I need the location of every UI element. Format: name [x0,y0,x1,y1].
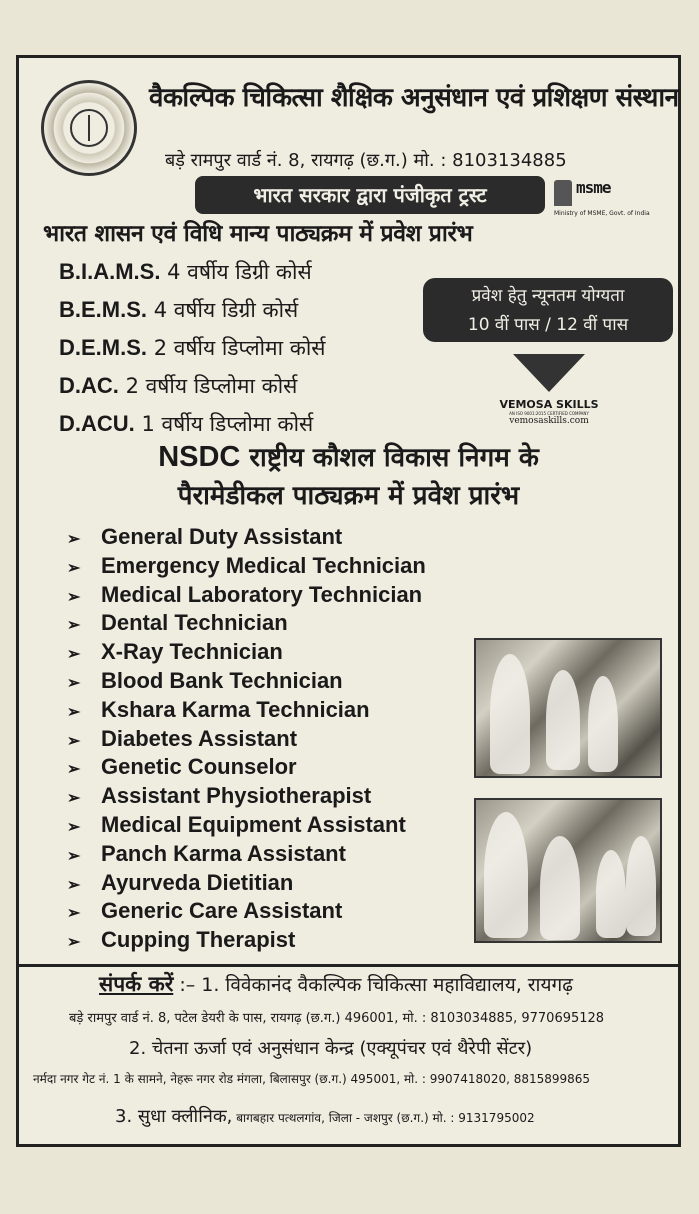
program-name: Blood Bank Technician [101,667,343,693]
contact-2-name: 2. चेतना ऊर्जा एवं अनुसंधान केन्द्र (एक्यूपंचर एवं थैरेपी सेंटर) [129,1038,533,1059]
program-name: Medical Equipment Assistant [101,811,406,837]
eligibility-value: 10 वीं पास / 12 वीं पास [467,315,629,335]
program-item [67,754,426,783]
nsdc-line1: राष्ट्रीय कौशल विकास निगम के [240,443,539,473]
program-item [67,610,426,639]
program-item [67,898,426,927]
course-desc: 4 वर्षीय डिग्री कोर्स [167,260,312,284]
course-code: D.ACU. [59,411,135,436]
course-desc: 1 वर्षीय डिप्लोमा कोर्स [141,412,314,436]
org-address: बड़े रामपुर वार्ड नं. 8, रायगढ़ (छ.ग.) मो. : 8103134885 [165,150,567,171]
contact-3-name: 3. सुधा क्लीनिक, [115,1106,233,1127]
course-item [59,296,325,334]
nsdc-abbr: NSDC [158,441,241,473]
bullet-arrow-icon: ➢ [67,559,81,577]
program-name: Generic Care Assistant [101,898,343,924]
nsdc-heading [19,438,678,515]
lab-photo [474,638,662,778]
program-item [67,783,426,812]
course-code: B.I.A.M.S. [59,259,161,284]
program-item [67,668,426,697]
bullet-arrow-icon: ➢ [67,617,81,635]
contact-2-address: नर्मदा नगर गेट नं. 1 के सामने, नेहरू नगर रोड मंगला, बिलासपुर (छ.ग.) 495001, मो. : 9907418020, 8815899865 [33,1072,591,1086]
bullet-arrow-icon: ➢ [67,934,81,952]
institute-seal-icon [41,80,137,176]
program-item [67,927,426,956]
eligibility-badge [423,278,673,342]
bullet-arrow-icon: ➢ [67,732,81,750]
course-code: D.AC. [59,373,119,398]
program-name: Cupping Therapist [101,927,296,953]
section-divider [19,964,678,967]
program-name: Dental Technician [101,610,288,636]
bullet-arrow-icon: ➢ [67,761,81,779]
program-name: X-Ray Technician [101,639,283,665]
contact-label: संपर्क करें [99,972,174,996]
msme-brand: msme [576,178,611,197]
contact-1-name: :– 1. विवेकानंद वैकल्पिक चिकित्सा महाविद्यालय, रायगढ़ [179,974,573,996]
course-code: B.E.M.S. [59,297,148,322]
bullet-arrow-icon: ➢ [67,674,81,692]
program-name: Ayurveda Dietitian [101,869,294,895]
msme-logo [554,178,664,222]
course-list [59,258,325,448]
eligibility-title: प्रवेश हेतु न्यूनतम योग्यता [471,286,625,306]
vemosa-url: vemosaskills.com [509,416,589,426]
bullet-arrow-icon: ➢ [67,531,81,548]
msme-subtext: Ministry of MSME, Govt. of India [554,210,650,217]
course-desc: 2 वर्षीय डिप्लोमा कोर्स [125,374,298,398]
handshake-icon [513,354,585,392]
program-item [67,841,426,870]
org-title: वैकल्पिक चिकित्सा शैक्षिक अनुसंधान एवं प्रशिक्षण संस्थान [149,83,679,113]
program-name: Kshara Karma Technician [101,696,370,722]
trust-badge: भारत सरकार द्वारा पंजीकृत ट्रस्ट [195,176,545,214]
vemosa-name: VEMOSA SKILLS [499,398,599,411]
bullet-arrow-icon: ➢ [67,847,81,865]
vemosa-tagline: AN ISO 9001:2015 CERTIFIED COMPANY [509,411,589,416]
bullet-arrow-icon: ➢ [67,588,81,606]
program-item [67,639,426,668]
bullet-arrow-icon: ➢ [67,646,81,664]
program-name: Assistant Physiotherapist [101,783,372,809]
program-name: Emergency Medical Technician [101,552,426,578]
header [19,58,678,228]
program-item [67,726,426,755]
vemosa-logo [489,354,609,434]
course-item [59,372,325,410]
program-item [67,553,426,582]
bullet-arrow-icon: ➢ [67,703,81,721]
bullet-arrow-icon: ➢ [67,790,81,808]
course-desc: 2 वर्षीय डिप्लोमा कोर्स [153,336,326,360]
program-list [67,524,426,956]
admission-heading: भारत शासन एवं विधि मान्य पाठ्यक्रम में प्रवेश प्रारंभ [43,221,473,247]
program-name: Genetic Counselor [101,754,297,780]
contact-3-address: बागबहार पत्थलगांव, जिला - जशपुर (छ.ग.) मो. : 9131795002 [232,1111,535,1125]
course-code: D.E.M.S. [59,335,148,360]
program-item [67,582,426,611]
program-name: Panch Karma Assistant [101,840,346,866]
program-item [67,524,426,553]
program-item [67,697,426,726]
contact-line-1 [99,970,573,998]
bullet-arrow-icon: ➢ [67,905,81,923]
contact-line-3 [115,1104,535,1128]
program-name: General Duty Assistant [101,524,343,549]
course-item [59,334,325,372]
bullet-arrow-icon: ➢ [67,818,81,836]
advertisement [16,55,681,1147]
program-name: Diabetes Assistant [101,725,298,751]
course-desc: 4 वर्षीय डिग्री कोर्स [153,298,299,322]
bullet-arrow-icon: ➢ [67,876,81,894]
program-name: Medical Laboratory Technician [101,581,423,607]
training-photo [474,798,662,943]
national-emblem-icon [554,180,572,206]
program-item [67,812,426,841]
contact-1-address: बड़े रामपुर वार्ड नं. 8, पटेल डेयरी के पास, रायगढ़ (छ.ग.) 496001, मो. : 8103034885, 9770695128 [69,1011,605,1026]
program-item [67,870,426,899]
nsdc-line2: पैरामेडीकल पाठ्यक्रम में प्रवेश प्रारंभ [177,481,520,511]
course-item [59,258,325,296]
